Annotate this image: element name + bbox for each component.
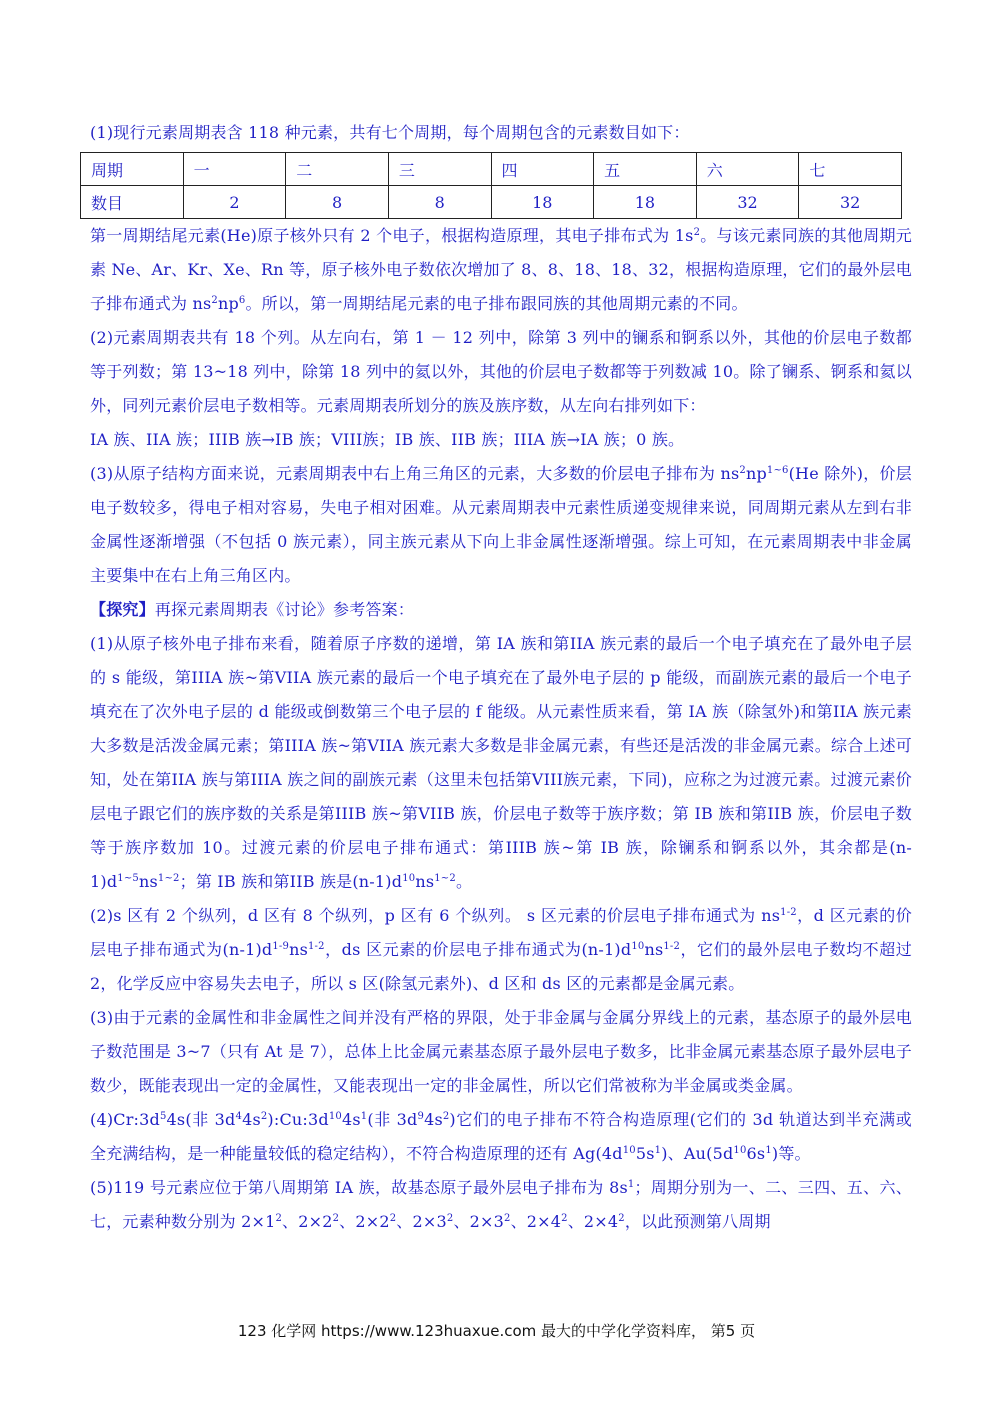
text-run: ，ds 区元素的价层电子排布通式为(n-1)d — [324, 940, 632, 959]
superscript: 2 — [211, 295, 218, 306]
paragraph-answer-5 — [90, 1171, 912, 1239]
table-cell: 一 — [183, 153, 286, 186]
superscript: 1-2 — [780, 907, 797, 918]
text-run: ；周期分别为一、二、三四、五、六、七，元素种数分别为 2×1 — [90, 1178, 912, 1231]
text-run: )等。 — [771, 1144, 811, 1163]
table-cell: 18 — [594, 186, 697, 219]
text-run: (4)Cr:3d — [90, 1110, 160, 1129]
paragraph-answer-4 — [90, 1103, 912, 1171]
table-cell: 8 — [388, 186, 491, 219]
paragraph-columns: (2)元素周期表共有 18 个列。从左向右，第 1 － 12 列中，除第 3 列中的镧系和锕系以外，其他的价层电子数都等于列数；第 13~18 列中，除第 18 列中的氦以外，其他的价层电子数都等于列数减 10。除了镧系、锕系和氦以外，同列元素价层电子数相等。元素周期表所划分的族及族序数，从左向右排列如下： — [90, 328, 912, 415]
superscript: 2 — [260, 1111, 268, 1122]
superscript: 2 — [561, 1213, 568, 1224]
text-run: ns — [289, 940, 308, 959]
superscript: 2 — [739, 465, 746, 476]
table-cell: 18 — [491, 186, 594, 219]
superscript: 10 — [733, 1145, 747, 1156]
paragraph-nonmetals — [90, 457, 912, 593]
superscript: 2 — [275, 1213, 283, 1224]
intro-paragraph: (1)现行元素周期表含 118 种元素，共有七个周期，每个周期包含的元素数目如下： — [90, 123, 690, 142]
text-run: ):Cu:3d — [267, 1110, 329, 1129]
text-run: 。所以，第一周期结尾元素的电子排布跟同族的其他周期元素的不同。 — [245, 294, 748, 313]
text-run: )、Au(5d — [661, 1144, 734, 1163]
text-run: 5s — [635, 1144, 655, 1163]
table-cell: 四 — [491, 153, 594, 186]
table-cell: 七 — [799, 153, 902, 186]
superscript: 2 — [389, 1213, 397, 1224]
table-cell: 五 — [594, 153, 697, 186]
page-footer: 123 化学网 https://www.123huaxue.com 最大的中学化学资料库， 第5 页 — [237, 1322, 756, 1340]
superscript: 1-2 — [307, 941, 325, 952]
table-cell: 32 — [799, 186, 902, 219]
superscript: 1-9 — [272, 941, 290, 952]
text-run: (2)s 区有 2 个纵列，d 区有 8 个纵列，p 区有 6 个纵列。 s 区元素的价层电子排布通式为 ns — [90, 906, 781, 925]
text-run: )它们的电子排布不符合构造原理(它们的 3d 轨道达到半充满或全充满结构，是一种能量较低的稳定结构），不符合构造原理的还有 Ag(4d — [90, 1110, 912, 1163]
superscript: 5 — [159, 1111, 167, 1122]
superscript: 1~2 — [157, 873, 180, 884]
period-table — [80, 152, 902, 219]
text-run: ，d 区元素的价层电子排布通式为(n-1)d — [90, 906, 912, 959]
text-run: ns — [138, 872, 158, 891]
text-run: 、2×3 — [453, 1212, 505, 1231]
text-run: np — [745, 464, 767, 483]
text-run: (5)119 号元素应位于第八周期第 IA 族，故基态原子最外层电子排布为 8s — [90, 1178, 628, 1197]
superscript: 1 — [360, 1111, 368, 1122]
text-run: (He 除外)，价层电子数较多，得电子相对容易，失电子相对困难。从元素周期表中元素性质递变规律来说，同周期元素从左到右非金属性逐渐增强（不包括 0 族元素），同主族元素从下向上非金属性逐渐增强。综上可知，在元素周期表中非金属主要集中在右上角三角区内。 — [90, 464, 912, 585]
text-run: 4s — [341, 1110, 361, 1129]
text-run: 再探元素周期表《讨论》参考答案： — [154, 600, 415, 619]
text-run: ns — [415, 872, 435, 891]
superscript: 1-2 — [663, 941, 681, 952]
superscript: 2 — [446, 1213, 454, 1224]
text-run: 6s — [746, 1144, 766, 1163]
superscript: 1 — [627, 1179, 635, 1190]
superscript: 4 — [235, 1111, 243, 1122]
table-cell: 三 — [388, 153, 491, 186]
text-run: (非 3d — [367, 1110, 418, 1129]
superscript: 10 — [622, 1145, 636, 1156]
superscript: 2 — [618, 1213, 625, 1224]
text-run: 4s — [424, 1110, 443, 1129]
superscript: 1~2 — [434, 873, 456, 884]
text-run: 4s — [242, 1110, 261, 1129]
superscript: 10 — [402, 873, 416, 884]
table-cell: 32 — [696, 186, 799, 219]
table-row — [81, 153, 902, 186]
superscript: 2 — [693, 227, 701, 238]
superscript: 10 — [631, 941, 645, 952]
text-run: (3)从原子结构方面来说，元素周期表中右上角三角区的元素，大多数的价层电子排布为 ns — [90, 464, 740, 483]
text-run: 、2×2 — [339, 1212, 390, 1231]
superscript: 6 — [238, 295, 246, 306]
paragraph-answer-2 — [90, 899, 912, 1001]
text-run: 。与该元素同族的其他周期元素 Ne、Ar、Kr、Xe、Rn 等，原子核外电子数依次增加了 8、8、18、18、32，根据构造原理，它们的最外层电子排布通式为 ns — [90, 226, 913, 313]
superscript: 9 — [417, 1111, 425, 1122]
document-body — [90, 116, 912, 1239]
superscript: 1 — [654, 1145, 662, 1156]
text-run: ，以此预测第八周期 — [624, 1212, 771, 1231]
superscript: 2 — [332, 1213, 340, 1224]
paragraph-first-period — [90, 219, 912, 321]
paragraph-explore-heading — [90, 593, 912, 627]
text-run: 、2×3 — [396, 1212, 447, 1231]
table-cell: 周期 — [81, 153, 184, 186]
superscript: 2 — [504, 1213, 511, 1224]
table-row — [81, 186, 902, 219]
text-run: (1)从原子核外电子排布来看，随着原子序数的递增，第 IA 族和第IIA 族元素的最后一个电子填充在了最外电子层的 s 能级，第IIIA 族~第VIIA 族元素的最后一个电子填充在了最外电子层的 p 能级，而副族元素的最后一个电子填充在了次外电子层的 d 能级或倒数第三个电子层的 f 能级。从元素性质来看，第 IA 族（除氢外)和第IIA 族元素大多数是活泼金属元素；第IIIA 族~第VIIA 族元素大多数是非金属元素，有些还是活泼的非金属元素。综合上述可知，处在第IIA 族与第IIIA 族之间的副族元素（这里未包括第VIII族元素，下同)，应称之为过渡元素。过渡元素价层电子跟它们的族序数的关系是第IIIB 族~第VIIB 族，价层电子数等于族序数；第 IB 族和第IIB 族，价层电子数等于族序数加 10。过渡元素的价层电子排布通式：第IIIB 族~第 IB 族，除镧系和锕系以外，其余都是(n-1)d — [90, 634, 912, 891]
text-run: 、2×4 — [567, 1212, 619, 1231]
text-run: 、2×2 — [282, 1212, 333, 1231]
text-run: np — [217, 294, 239, 313]
table-cell: 数目 — [81, 186, 184, 219]
text-run: 第一周期结尾元素(He)原子核外只有 2 个电子，根据构造原理，其电子排布式为 1s — [90, 226, 694, 245]
text-run: 、2×4 — [510, 1212, 562, 1231]
superscript: 2 — [442, 1111, 450, 1122]
superscript: 1 — [765, 1145, 772, 1156]
paragraph-groups: IA 族、IIA 族；IIIB 族→IB 族；VIII族；IB 族、IIB 族；IIIA 族→IA 族；0 族。 — [90, 430, 685, 449]
superscript: 10 — [328, 1111, 342, 1122]
text-run: ，它们的最外层电子数均不超过 2，化学反应中容易失去电子，所以 s 区(除氢元素外)、d 区和 ds 区的元素都是金属元素。 — [90, 940, 912, 993]
paragraph-answer-1 — [90, 627, 912, 899]
text-run: ns — [644, 940, 664, 959]
paragraph-answer-3: (3)由于元素的金属性和非金属性之间并没有严格的界限，处于非金属与金属分界线上的元素，基态原子的最外层电子数范围是 3~7（只有 At 是 7），总体上比金属元素基态原子最外层电子数多，比非金属元素基态原子最外层电子数少，既能表现出一定的金属性，又能表现出一定的非金属性，所以它们常被称为半金属或类金属。 — [90, 1008, 912, 1095]
table-cell: 8 — [286, 186, 389, 219]
superscript: 1~5 — [117, 873, 139, 884]
superscript: 1~6 — [766, 465, 789, 476]
section-tag: 【探究】 — [90, 600, 155, 619]
text-run: ；第 IB 族和第IIB 族是(n-1)d — [179, 872, 403, 891]
table-cell: 六 — [696, 153, 799, 186]
text-run: 4s(非 3d — [166, 1110, 236, 1129]
table-cell: 二 — [286, 153, 389, 186]
text-run: 。 — [455, 872, 473, 891]
table-cell: 2 — [183, 186, 286, 219]
